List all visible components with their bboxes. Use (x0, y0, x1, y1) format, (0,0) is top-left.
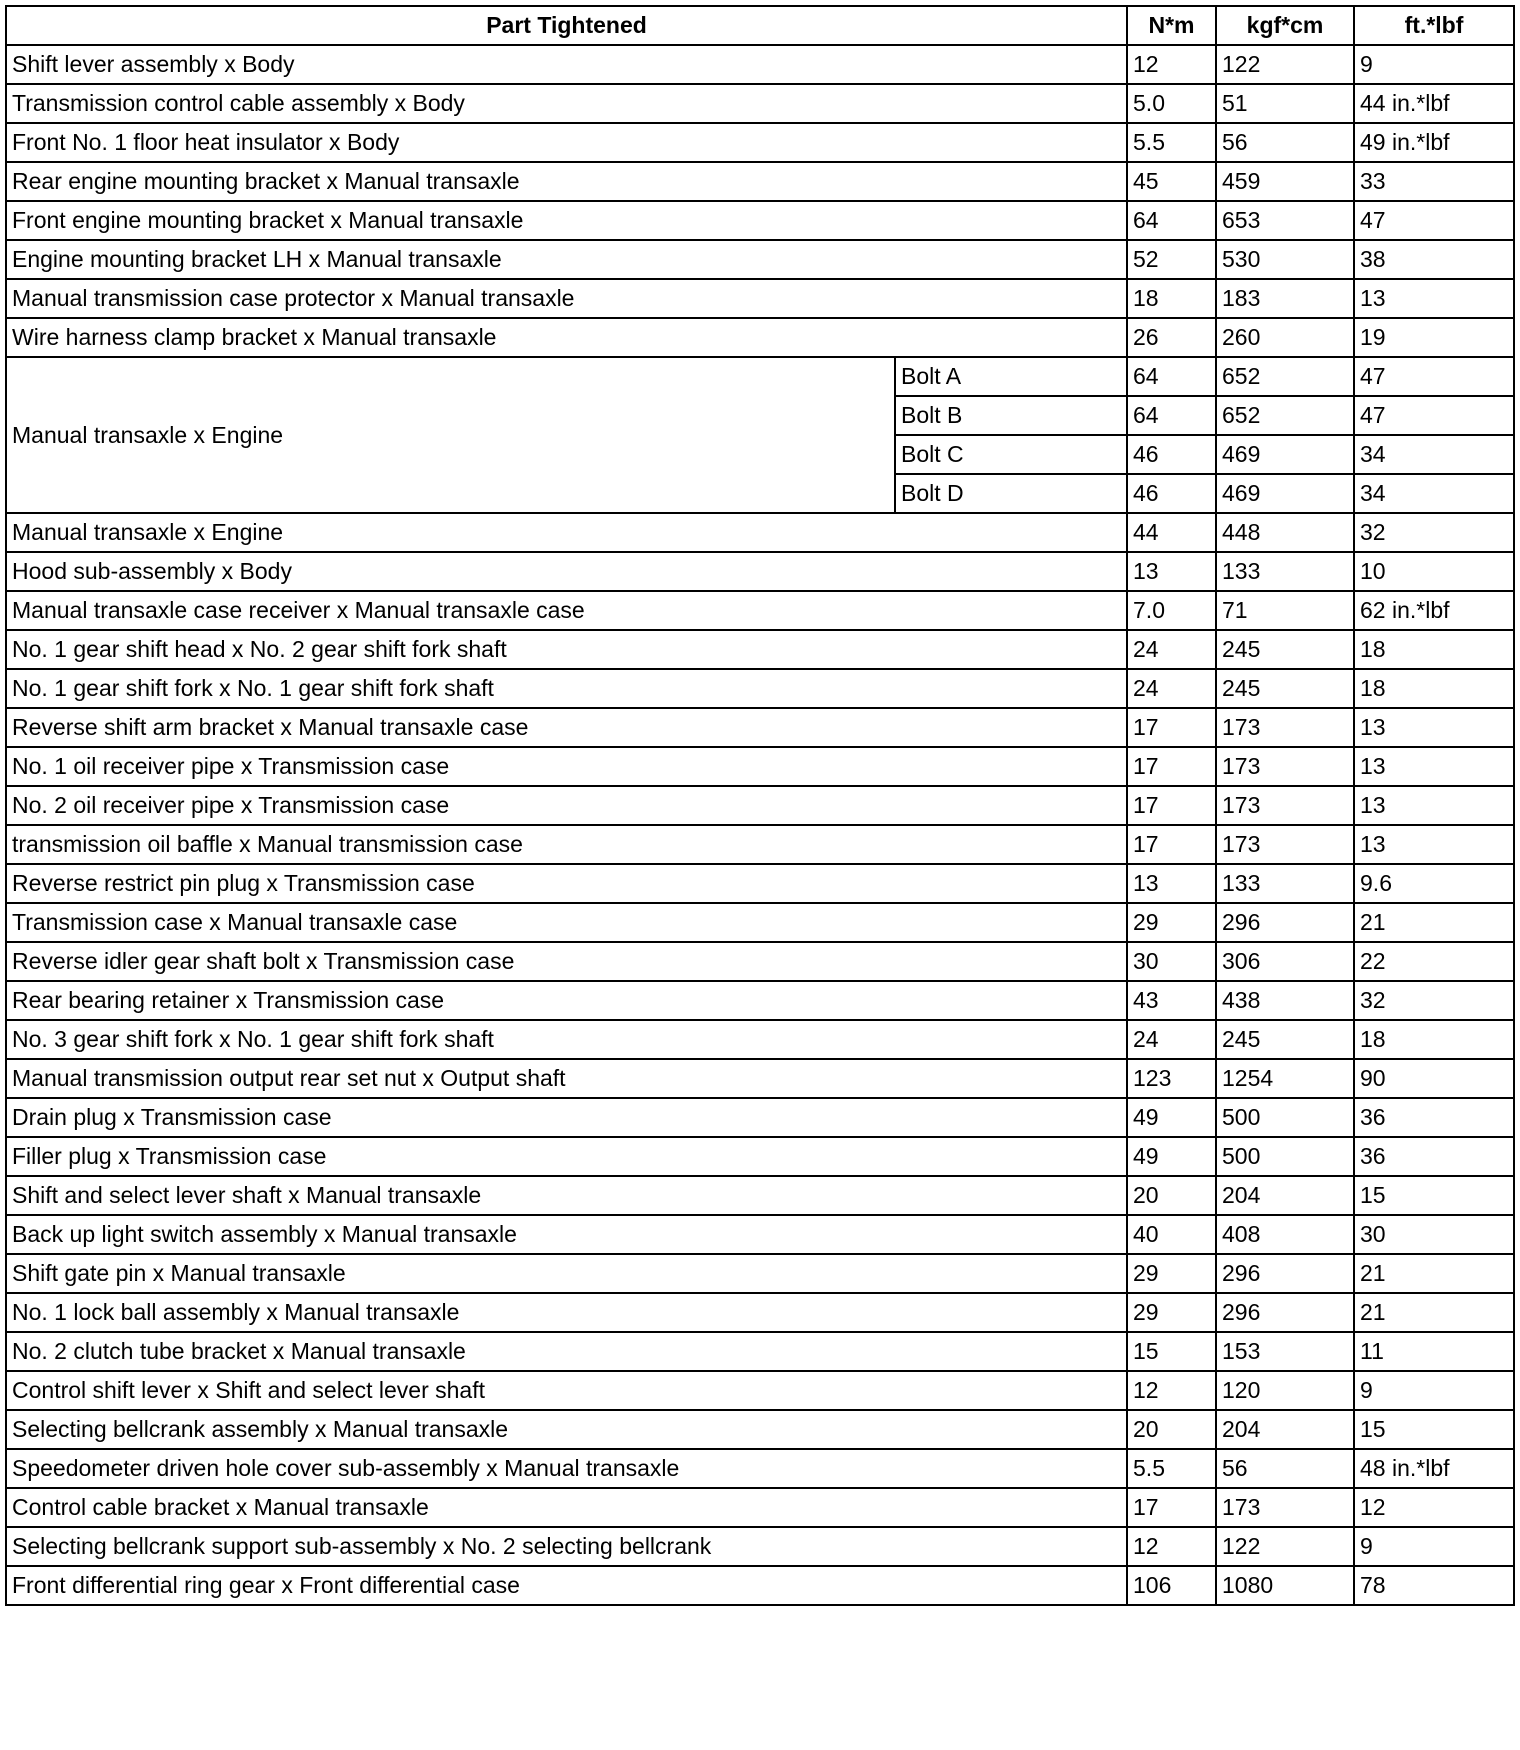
part-cell: Reverse idler gear shaft bolt x Transmission case (6, 942, 1127, 981)
nm-cell: 5.0 (1127, 84, 1216, 123)
nm-cell: 20 (1127, 1410, 1216, 1449)
kgf-cm-cell: 153 (1216, 1332, 1354, 1371)
table-row (6, 552, 1514, 591)
part-cell: Manual transmission output rear set nut x Output shaft (6, 1059, 1127, 1098)
table-row (6, 1254, 1514, 1293)
table-row (6, 1566, 1514, 1605)
part-cell: Manual transaxle case receiver x Manual transaxle case (6, 591, 1127, 630)
table-row (6, 1410, 1514, 1449)
part-cell: No. 2 oil receiver pipe x Transmission case (6, 786, 1127, 825)
table-row (6, 1176, 1514, 1215)
part-cell: Manual transmission case protector x Manual transaxle (6, 279, 1127, 318)
part-cell: Back up light switch assembly x Manual transaxle (6, 1215, 1127, 1254)
table-row (6, 708, 1514, 747)
part-cell: Filler plug x Transmission case (6, 1137, 1127, 1176)
nm-cell: 18 (1127, 279, 1216, 318)
bolt-cell: Bolt C (895, 435, 1127, 474)
header-kgf-cm: kgf*cm (1216, 6, 1354, 45)
ft-lbf-cell: 62 in.*lbf (1354, 591, 1514, 630)
ft-lbf-cell: 18 (1354, 630, 1514, 669)
kgf-cm-cell: 459 (1216, 162, 1354, 201)
nm-cell: 44 (1127, 513, 1216, 552)
bolt-cell: Bolt B (895, 396, 1127, 435)
part-cell: No. 3 gear shift fork x No. 1 gear shift fork shaft (6, 1020, 1127, 1059)
table-row (6, 1215, 1514, 1254)
kgf-cm-cell: 1080 (1216, 1566, 1354, 1605)
kgf-cm-cell: 122 (1216, 45, 1354, 84)
ft-lbf-cell: 15 (1354, 1176, 1514, 1215)
kgf-cm-cell: 56 (1216, 1449, 1354, 1488)
table-row (6, 1059, 1514, 1098)
part-cell: Selecting bellcrank support sub-assembly x No. 2 selecting bellcrank (6, 1527, 1127, 1566)
bolt-cell: Bolt D (895, 474, 1127, 513)
torque-spec-table-container (5, 5, 1513, 1606)
ft-lbf-cell: 30 (1354, 1215, 1514, 1254)
kgf-cm-cell: 469 (1216, 435, 1354, 474)
nm-cell: 17 (1127, 747, 1216, 786)
kgf-cm-cell: 652 (1216, 357, 1354, 396)
bolt-cell: Bolt A (895, 357, 1127, 396)
nm-cell: 12 (1127, 1371, 1216, 1410)
ft-lbf-cell: 13 (1354, 747, 1514, 786)
kgf-cm-cell: 260 (1216, 318, 1354, 357)
table-row (6, 279, 1514, 318)
ft-lbf-cell: 34 (1354, 474, 1514, 513)
ft-lbf-cell: 15 (1354, 1410, 1514, 1449)
ft-lbf-cell: 19 (1354, 318, 1514, 357)
ft-lbf-cell: 32 (1354, 513, 1514, 552)
nm-cell: 46 (1127, 435, 1216, 474)
table-row (6, 1371, 1514, 1410)
kgf-cm-cell: 296 (1216, 1293, 1354, 1332)
part-cell: Rear bearing retainer x Transmission case (6, 981, 1127, 1020)
table-row (6, 1293, 1514, 1332)
kgf-cm-cell: 438 (1216, 981, 1354, 1020)
nm-cell: 24 (1127, 630, 1216, 669)
part-cell: transmission oil baffle x Manual transmission case (6, 825, 1127, 864)
nm-cell: 24 (1127, 669, 1216, 708)
nm-cell: 64 (1127, 396, 1216, 435)
ft-lbf-cell: 13 (1354, 786, 1514, 825)
kgf-cm-cell: 245 (1216, 669, 1354, 708)
table-row (6, 1332, 1514, 1371)
table-row (6, 201, 1514, 240)
table-body (6, 45, 1514, 1605)
nm-cell: 12 (1127, 45, 1216, 84)
part-cell: Hood sub-assembly x Body (6, 552, 1127, 591)
part-cell: Front engine mounting bracket x Manual transaxle (6, 201, 1127, 240)
kgf-cm-cell: 173 (1216, 825, 1354, 864)
ft-lbf-cell: 78 (1354, 1566, 1514, 1605)
ft-lbf-cell: 36 (1354, 1137, 1514, 1176)
kgf-cm-cell: 245 (1216, 1020, 1354, 1059)
kgf-cm-cell: 500 (1216, 1137, 1354, 1176)
part-cell: Reverse shift arm bracket x Manual transaxle case (6, 708, 1127, 747)
part-cell: Drain plug x Transmission case (6, 1098, 1127, 1137)
table-row (6, 981, 1514, 1020)
kgf-cm-cell: 56 (1216, 123, 1354, 162)
ft-lbf-cell: 34 (1354, 435, 1514, 474)
ft-lbf-cell: 22 (1354, 942, 1514, 981)
nm-cell: 7.0 (1127, 591, 1216, 630)
ft-lbf-cell: 47 (1354, 201, 1514, 240)
nm-cell: 106 (1127, 1566, 1216, 1605)
part-cell: Rear engine mounting bracket x Manual transaxle (6, 162, 1127, 201)
part-cell: Front differential ring gear x Front differential case (6, 1566, 1127, 1605)
ft-lbf-cell: 38 (1354, 240, 1514, 279)
part-cell: No. 1 oil receiver pipe x Transmission case (6, 747, 1127, 786)
table-row (6, 630, 1514, 669)
ft-lbf-cell: 18 (1354, 1020, 1514, 1059)
table-row (6, 591, 1514, 630)
part-cell: Front No. 1 floor heat insulator x Body (6, 123, 1127, 162)
ft-lbf-cell: 9 (1354, 1527, 1514, 1566)
kgf-cm-cell: 653 (1216, 201, 1354, 240)
part-cell: Selecting bellcrank assembly x Manual transaxle (6, 1410, 1127, 1449)
table-row (6, 669, 1514, 708)
kgf-cm-cell: 306 (1216, 942, 1354, 981)
table-row (6, 903, 1514, 942)
ft-lbf-cell: 90 (1354, 1059, 1514, 1098)
ft-lbf-cell: 13 (1354, 279, 1514, 318)
kgf-cm-cell: 173 (1216, 786, 1354, 825)
ft-lbf-cell: 21 (1354, 1254, 1514, 1293)
ft-lbf-cell: 21 (1354, 1293, 1514, 1332)
part-cell: Manual transaxle x Engine (6, 513, 1127, 552)
table-row (6, 825, 1514, 864)
ft-lbf-cell: 11 (1354, 1332, 1514, 1371)
nm-cell: 45 (1127, 162, 1216, 201)
kgf-cm-cell: 204 (1216, 1176, 1354, 1215)
table-row (6, 1137, 1514, 1176)
nm-cell: 30 (1127, 942, 1216, 981)
kgf-cm-cell: 173 (1216, 708, 1354, 747)
part-cell: Transmission control cable assembly x Body (6, 84, 1127, 123)
table-row (6, 513, 1514, 552)
table-row (6, 786, 1514, 825)
nm-cell: 123 (1127, 1059, 1216, 1098)
part-cell: No. 2 clutch tube bracket x Manual transaxle (6, 1332, 1127, 1371)
part-cell: No. 1 gear shift head x No. 2 gear shift fork shaft (6, 630, 1127, 669)
kgf-cm-cell: 448 (1216, 513, 1354, 552)
part-cell: Speedometer driven hole cover sub-assembly x Manual transaxle (6, 1449, 1127, 1488)
kgf-cm-cell: 408 (1216, 1215, 1354, 1254)
table-row (6, 864, 1514, 903)
kgf-cm-cell: 652 (1216, 396, 1354, 435)
kgf-cm-cell: 500 (1216, 1098, 1354, 1137)
part-cell: No. 1 lock ball assembly x Manual transaxle (6, 1293, 1127, 1332)
nm-cell: 40 (1127, 1215, 1216, 1254)
part-cell: Shift gate pin x Manual transaxle (6, 1254, 1127, 1293)
kgf-cm-cell: 133 (1216, 552, 1354, 591)
kgf-cm-cell: 530 (1216, 240, 1354, 279)
table-row (6, 942, 1514, 981)
table-row (6, 1020, 1514, 1059)
kgf-cm-cell: 173 (1216, 1488, 1354, 1527)
header-nm: N*m (1127, 6, 1216, 45)
table-row (6, 1449, 1514, 1488)
part-cell: Shift lever assembly x Body (6, 45, 1127, 84)
nm-cell: 64 (1127, 357, 1216, 396)
kgf-cm-cell: 296 (1216, 1254, 1354, 1293)
table-row (6, 318, 1514, 357)
nm-cell: 17 (1127, 786, 1216, 825)
table-row (6, 45, 1514, 84)
part-cell: Engine mounting bracket LH x Manual transaxle (6, 240, 1127, 279)
kgf-cm-cell: 120 (1216, 1371, 1354, 1410)
ft-lbf-cell: 32 (1354, 981, 1514, 1020)
nm-cell: 13 (1127, 864, 1216, 903)
nm-cell: 12 (1127, 1527, 1216, 1566)
nm-cell: 5.5 (1127, 123, 1216, 162)
ft-lbf-cell: 13 (1354, 708, 1514, 747)
part-cell: Reverse restrict pin plug x Transmission case (6, 864, 1127, 903)
kgf-cm-cell: 245 (1216, 630, 1354, 669)
header-part-tightened: Part Tightened (6, 6, 1127, 45)
ft-lbf-cell: 21 (1354, 903, 1514, 942)
nm-cell: 64 (1127, 201, 1216, 240)
ft-lbf-cell: 36 (1354, 1098, 1514, 1137)
ft-lbf-cell: 48 in.*lbf (1354, 1449, 1514, 1488)
kgf-cm-cell: 133 (1216, 864, 1354, 903)
kgf-cm-cell: 204 (1216, 1410, 1354, 1449)
table-row (6, 747, 1514, 786)
table-row (6, 162, 1514, 201)
nm-cell: 24 (1127, 1020, 1216, 1059)
ft-lbf-cell: 18 (1354, 669, 1514, 708)
kgf-cm-cell: 1254 (1216, 1059, 1354, 1098)
kgf-cm-cell: 469 (1216, 474, 1354, 513)
table-row (6, 84, 1514, 123)
part-cell: Transmission case x Manual transaxle case (6, 903, 1127, 942)
kgf-cm-cell: 71 (1216, 591, 1354, 630)
ft-lbf-cell: 47 (1354, 357, 1514, 396)
kgf-cm-cell: 296 (1216, 903, 1354, 942)
part-cell: Manual transaxle x Engine (6, 357, 895, 513)
part-cell: Shift and select lever shaft x Manual transaxle (6, 1176, 1127, 1215)
nm-cell: 17 (1127, 825, 1216, 864)
nm-cell: 52 (1127, 240, 1216, 279)
kgf-cm-cell: 173 (1216, 747, 1354, 786)
nm-cell: 29 (1127, 1254, 1216, 1293)
ft-lbf-cell: 44 in.*lbf (1354, 84, 1514, 123)
nm-cell: 5.5 (1127, 1449, 1216, 1488)
ft-lbf-cell: 9 (1354, 1371, 1514, 1410)
nm-cell: 13 (1127, 552, 1216, 591)
table-row (6, 1488, 1514, 1527)
ft-lbf-cell: 33 (1354, 162, 1514, 201)
nm-cell: 26 (1127, 318, 1216, 357)
kgf-cm-cell: 183 (1216, 279, 1354, 318)
nm-cell: 17 (1127, 708, 1216, 747)
table-row (6, 1527, 1514, 1566)
kgf-cm-cell: 122 (1216, 1527, 1354, 1566)
table-row (6, 240, 1514, 279)
ft-lbf-cell: 9.6 (1354, 864, 1514, 903)
ft-lbf-cell: 9 (1354, 45, 1514, 84)
nm-cell: 46 (1127, 474, 1216, 513)
table-row (6, 357, 1514, 396)
table-row (6, 123, 1514, 162)
table-header-row (6, 6, 1514, 45)
ft-lbf-cell: 47 (1354, 396, 1514, 435)
kgf-cm-cell: 51 (1216, 84, 1354, 123)
table-row (6, 1098, 1514, 1137)
part-cell: Control shift lever x Shift and select lever shaft (6, 1371, 1127, 1410)
ft-lbf-cell: 10 (1354, 552, 1514, 591)
nm-cell: 29 (1127, 903, 1216, 942)
part-cell: Wire harness clamp bracket x Manual transaxle (6, 318, 1127, 357)
ft-lbf-cell: 12 (1354, 1488, 1514, 1527)
nm-cell: 15 (1127, 1332, 1216, 1371)
nm-cell: 20 (1127, 1176, 1216, 1215)
nm-cell: 43 (1127, 981, 1216, 1020)
torque-spec-table (5, 5, 1515, 1606)
ft-lbf-cell: 13 (1354, 825, 1514, 864)
part-cell: No. 1 gear shift fork x No. 1 gear shift fork shaft (6, 669, 1127, 708)
header-ft-lbf: ft.*lbf (1354, 6, 1514, 45)
nm-cell: 49 (1127, 1098, 1216, 1137)
nm-cell: 49 (1127, 1137, 1216, 1176)
part-cell: Control cable bracket x Manual transaxle (6, 1488, 1127, 1527)
nm-cell: 17 (1127, 1488, 1216, 1527)
ft-lbf-cell: 49 in.*lbf (1354, 123, 1514, 162)
nm-cell: 29 (1127, 1293, 1216, 1332)
